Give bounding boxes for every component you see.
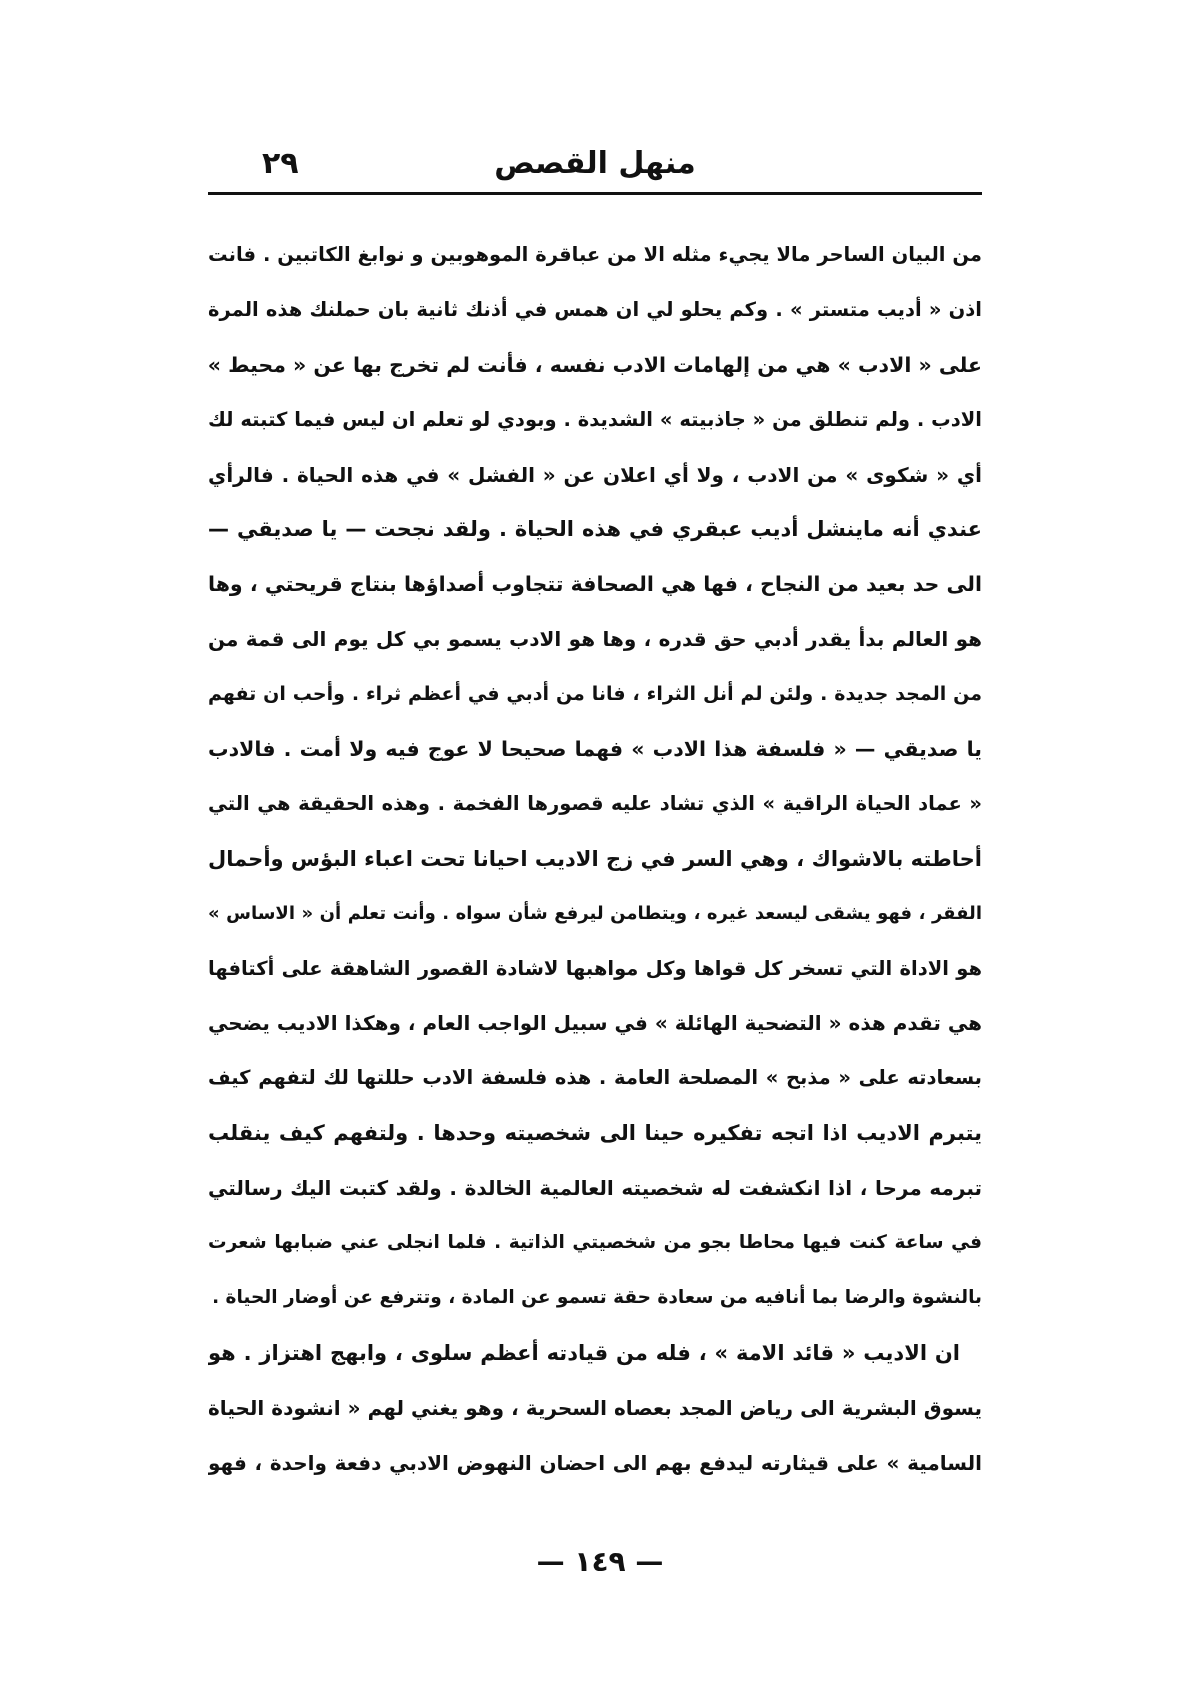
text-line: بالنشوة والرضا بما أنافيه من سعادة حقة تسمو عن المادة ، وتترفع عن أوضار الحياة . <box>212 1286 982 1308</box>
header-rule <box>208 192 982 195</box>
text-line: بسعادته على « مذبح » المصلحة العامة . هذه فلسفة الادب حللتها لك لتفهم كيف <box>208 1066 982 1090</box>
text-line: تبرمه مرحا ، اذا انكشفت له شخصيته العالمية الخالدة . ولقد كتبت اليك رسالتي <box>208 1176 982 1201</box>
text-line: اذن « أديب متستر » . وكم يحلو لي ان همس في أذنك ثانية بان حملنك هذه المرة <box>208 297 982 321</box>
paragraph-2 <box>208 1326 982 1491</box>
text-line: السامية » على قيثارته ليدفع بهم الى احضان النهوض الادبي دفعة واحدة ، فهو <box>208 1450 982 1475</box>
text-line: أي « شكوى » من الادب ، ولا أي اعلان عن « الفشل » في هذه الحياة . فالرأي <box>208 462 982 487</box>
text-line: هو الاداة التي تسخر كل قواها وكل مواهبها لاشادة القصور الشاهقة على أكتافها <box>208 956 982 980</box>
text-line: على « الادب » هي من إلهامات الادب نفسه ، فأنت لم تخرج بها عن « محيط » <box>208 352 982 377</box>
text-line: الادب . ولم تنطلق من « جاذبيته » الشديدة . وبودي لو تعلم ان ليس فيما كتبته لك <box>208 407 982 431</box>
text-line: من المجد جديدة . ولئن لم أنل الثراء ، فانا من أدبي في أعظم ثراء . وأحب ان تفهم <box>208 683 982 706</box>
text-line: « عماد الحياة الراقية » الذي تشاد عليه قصورها الفخمة . وهذه الحقيقة هي التي <box>208 791 982 815</box>
text-line: يسوق البشرية الى رياض المجد بعصاه السحرية ، وهو يغني لهم « انشودة الحياة <box>208 1395 982 1420</box>
text-line: الفقر ، فهو يشقى ليسعد غيره ، ويتطامن ليرفع شأن سواه . وأنت تعلم أن « الاساس » <box>208 902 982 924</box>
text-line: ان الاديب « قائد الامة » ، فله من قيادته أعظم سلوى ، وابهج اهتزاز . هو <box>208 1340 960 1365</box>
text-line: أحاطته بالاشواك ، وهي السر في زج الاديب احيانا تحت اعباء البؤس وأحمال <box>208 846 982 871</box>
body-text <box>208 228 982 1490</box>
paragraph-1 <box>208 228 982 1326</box>
text-line: الى حد بعيد من النجاح ، فها هي الصحافة تتجاوب أصداؤها بنتاج قريحتي ، وها <box>208 572 982 597</box>
footer-page-number: — ١٤٩ — <box>536 1545 664 1578</box>
running-header-title: منهل القصص <box>494 146 696 181</box>
text-line: عندي أنه ماينشل أديب عبقري في هذه الحياة . ولقد نجحت — يا صديقي — <box>208 517 982 542</box>
running-header-page-number: ٢٩ <box>262 146 299 181</box>
text-line: هي تقدم هذه « التضحية الهائلة » في سبيل الواجب العام ، وهكذا الاديب يضحي <box>208 1011 982 1036</box>
text-line: يا صديقي — « فلسفة هذا الادب » فهما صحيحا لا عوج فيه ولا أمت . فالادب <box>208 737 982 762</box>
text-line: يتبرم الاديب اذا اتجه تفكيره حينا الى شخصيته وحدها . ولتفهم كيف ينقلب <box>208 1121 982 1146</box>
text-line: من البيان الساحر مالا يجيء مثله الا من عباقرة الموهوبين و نوابغ الكاتبين . فانت <box>208 243 982 266</box>
running-header <box>210 140 980 190</box>
text-line: في ساعة كنت فيها محاطا بجو من شخصيتي الذاتية . فلما انجلى عني ضبابها شعرت <box>208 1232 982 1254</box>
text-line: هو العالم بدأ يقدر أدبي حق قدره ، وها هو الادب يسمو بي كل يوم الى قمة من <box>208 627 982 652</box>
